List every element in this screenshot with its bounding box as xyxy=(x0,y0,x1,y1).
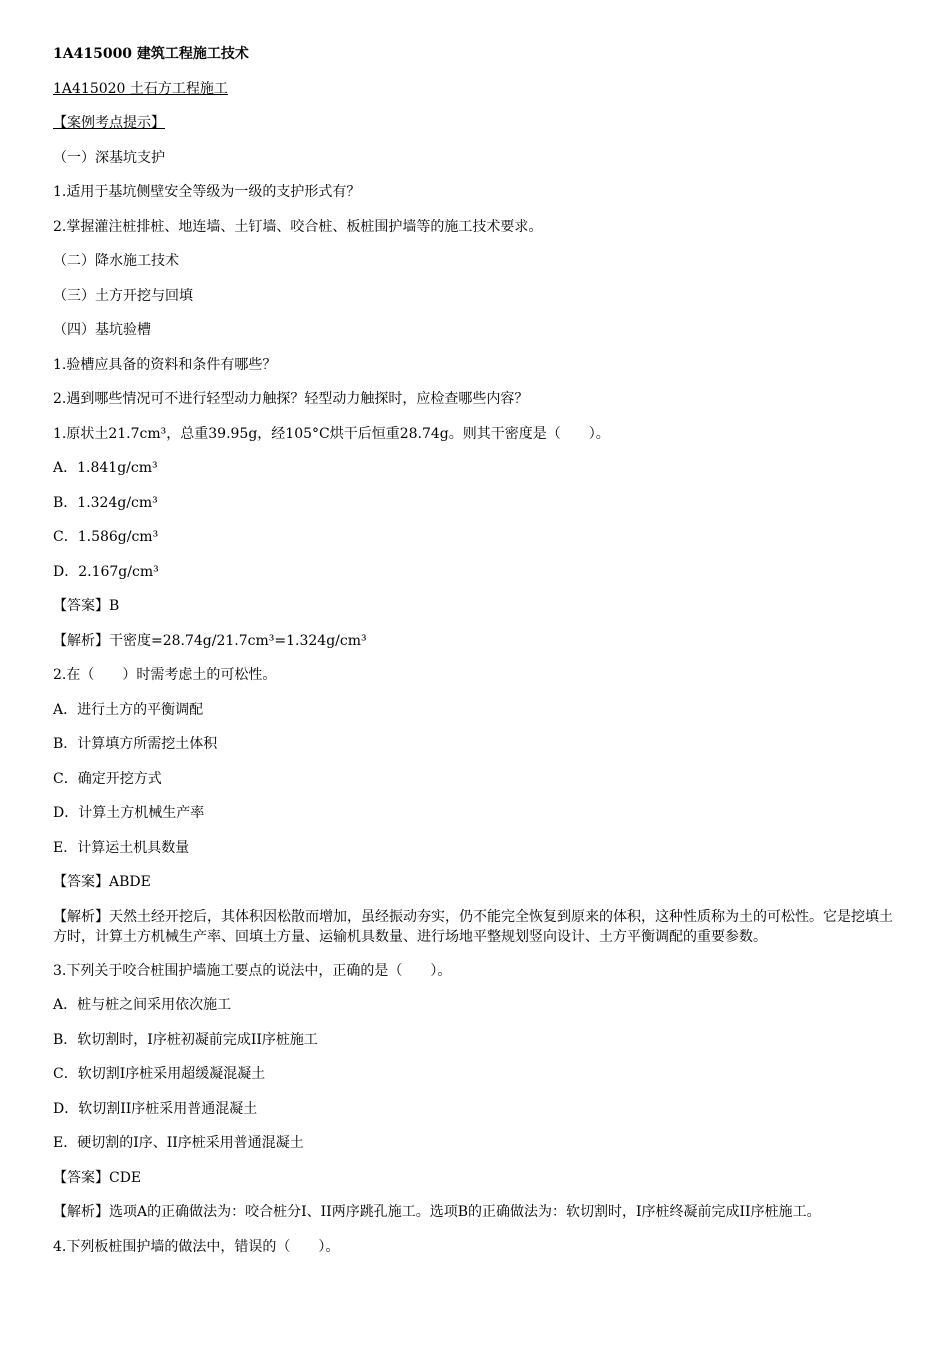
option-b: B．计算填方所需挖土体积 xyxy=(53,736,218,752)
option-d: D．软切割II序桩采用普通混凝土 xyxy=(53,1100,258,1117)
analysis-text: 【解析】选项A的正确做法为：咬合桩分I、II两序跳孔施工。选项B的正确做法为：软切割时，I序桩终凝前完成II序桩施工。 xyxy=(53,1204,821,1220)
answer-text: 【答案】B xyxy=(53,598,120,614)
doc-title: 1A415000 建筑工程施工技术 xyxy=(53,46,249,62)
section-heading: （一）深基坑支护 xyxy=(53,149,165,166)
option-b: B．软切割时，I序桩初凝前完成II序桩施工 xyxy=(53,1031,318,1048)
answer-text: 【答案】ABDE xyxy=(53,874,151,890)
question-stem: 2.在（ ）时需考虑土的可松性。 xyxy=(53,667,277,683)
section-heading: （四）基坑验槽 xyxy=(53,322,151,338)
tips-heading: 【案例考点提示】 xyxy=(53,115,165,131)
section-heading: （三）土方开挖与回填 xyxy=(53,287,193,304)
question-stem: 1.原状土21.7cm³，总重39.95g，经105°C烘干后恒重28.74g。则其干密度是（ ）。 xyxy=(53,425,610,442)
option-c: C．确定开挖方式 xyxy=(53,770,162,787)
option-a: A．进行土方的平衡调配 xyxy=(53,701,204,718)
option-d: D．2.167g/cm³ xyxy=(53,563,159,580)
list-item: 2.遇到哪些情况可不进行轻型动力触探？轻型动力触探时，应检查哪些内容？ xyxy=(53,391,529,407)
option-c: C．1.586g/cm³ xyxy=(53,529,159,545)
list-item: 1.适用于基坑侧壁安全等级为一级的支护形式有？ xyxy=(53,184,361,200)
question-stem: 4.下列板桩围护墙的做法中，错误的（ ）。 xyxy=(53,1238,340,1255)
option-a: A．桩与桩之间采用依次施工 xyxy=(53,997,232,1013)
document-page xyxy=(53,44,903,1271)
section-subtitle: 1A415020 土石方工程施工 xyxy=(53,80,228,97)
option-e: E．计算运土机具数量 xyxy=(53,839,190,856)
question-stem: 3.下列关于咬合桩围护墙施工要点的说法中，正确的是（ ）。 xyxy=(53,962,452,979)
analysis-text: 【解析】干密度=28.74g/21.7cm³=1.324g/cm³ xyxy=(53,632,367,649)
list-item: 2.掌握灌注桩排桩、地连墙、土钉墙、咬合桩、板桩围护墙等的施工技术要求。 xyxy=(53,218,543,235)
option-c: C．软切割I序桩采用超缓凝混凝土 xyxy=(53,1066,266,1082)
section-heading: （二）降水施工技术 xyxy=(53,253,179,269)
option-b: B．1.324g/cm³ xyxy=(53,494,158,511)
option-d: D．计算土方机械生产率 xyxy=(53,805,205,821)
list-item: 1.验槽应具备的资料和条件有哪些？ xyxy=(53,356,277,373)
analysis-text: 【解析】天然土经开挖后，其体积因松散而增加，虽经振动夯实，仍不能完全恢复到原来的体积，这种性质称为土的可松性。它是挖填土方时，计算土方机械生产率、回填土方量、运输机具数量、进行场地平整规划竖向设计、土方平衡调配的重要参数。 xyxy=(53,908,893,945)
option-a: A．1.841g/cm³ xyxy=(53,460,158,476)
answer-text: 【答案】CDE xyxy=(53,1169,142,1186)
option-e: E．硬切割的I序、II序桩采用普通混凝土 xyxy=(53,1135,304,1151)
